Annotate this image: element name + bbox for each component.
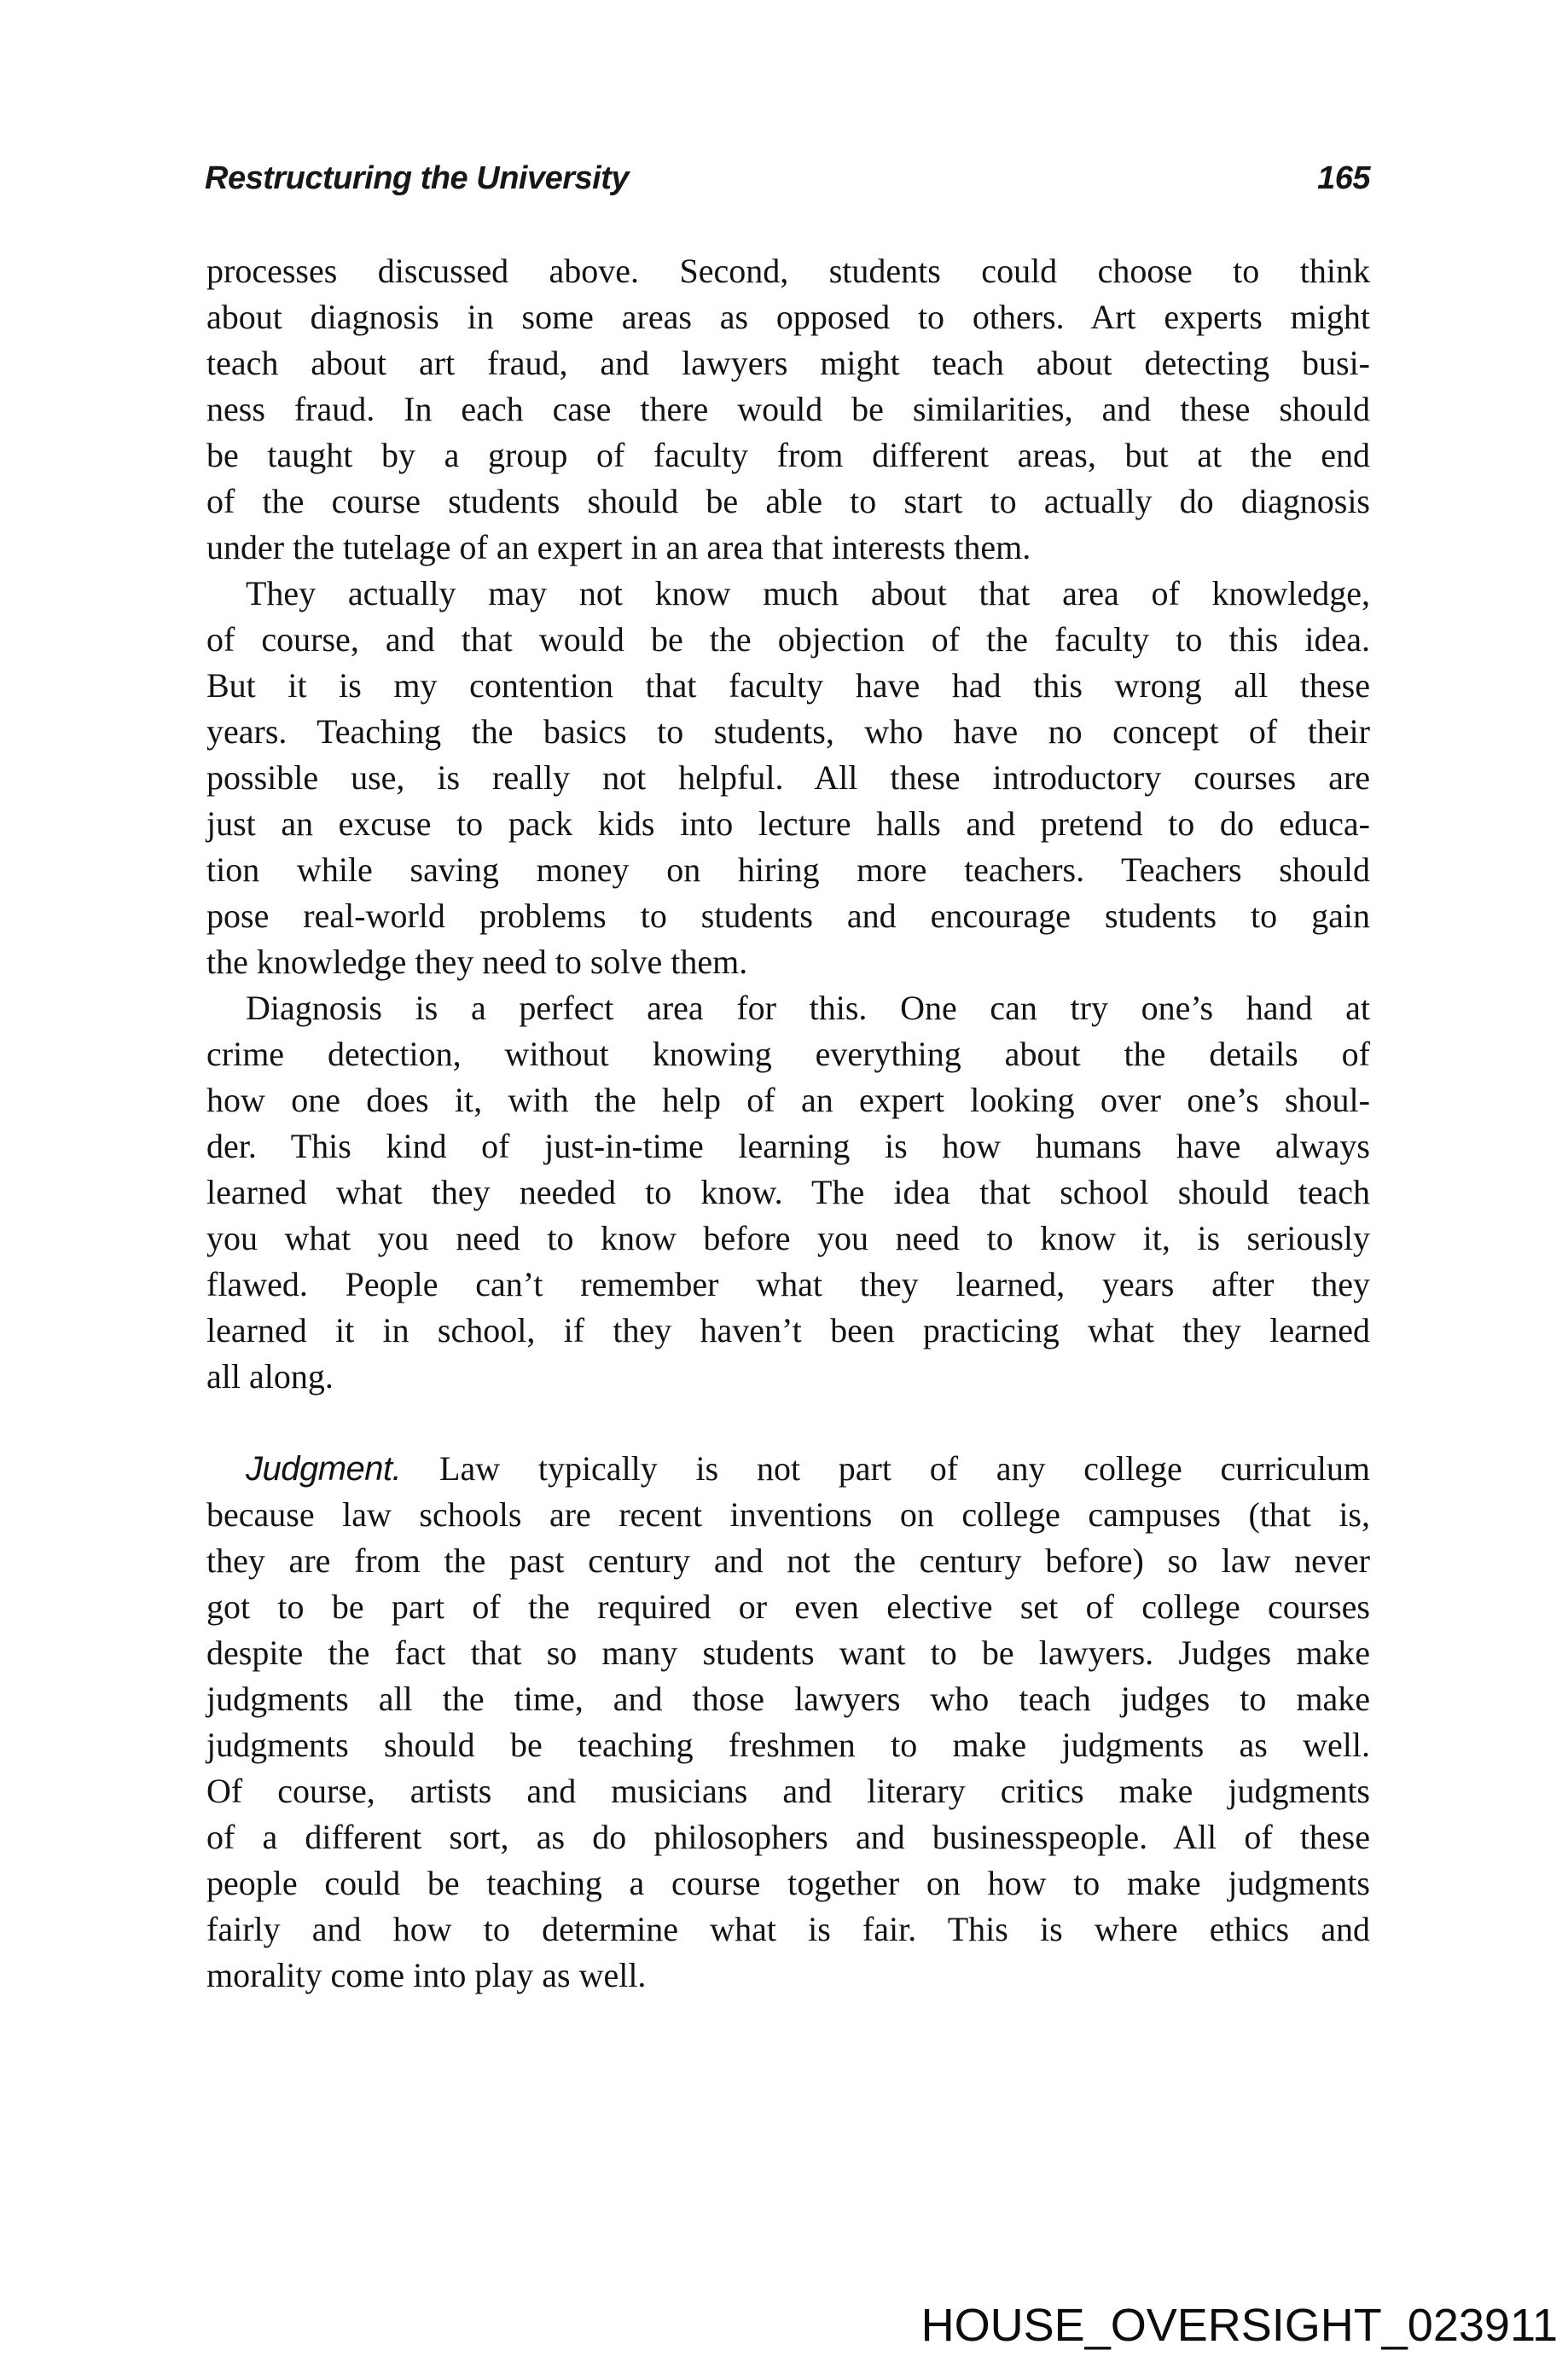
- text-line: people could be teaching a course together on how to make judgments: [206, 1864, 1370, 1902]
- text-line: Diagnosis is a perfect area for this. One can try one’s hand at: [246, 989, 1370, 1027]
- text-line: learned it in school, if they haven’t been practicing what they learned: [206, 1311, 1370, 1349]
- bates-stamp: HOUSE_OVERSIGHT_023911: [920, 2300, 1558, 2351]
- text-line: judgments all the time, and those lawyers who teach judges to make: [206, 1680, 1370, 1718]
- text-line: how one does it, with the help of an expert looking over one’s shoul-: [206, 1081, 1370, 1119]
- paragraph: [206, 248, 1370, 571]
- text-line: tion while saving money on hiring more teachers. Teachers should: [206, 850, 1370, 889]
- text-line: They actually may not know much about that area of knowledge,: [246, 574, 1370, 612]
- text-line: Of course, artists and musicians and literary critics make judgments: [206, 1772, 1370, 1810]
- text-line: about diagnosis in some areas as opposed to others. Art experts might: [206, 298, 1370, 336]
- text-line: judgments should be teaching freshmen to make judgments as well.: [206, 1726, 1370, 1764]
- text-line: got to be part of the required or even elective set of college courses: [206, 1587, 1370, 1626]
- text-line: just an excuse to pack kids into lecture halls and pretend to do educa-: [206, 804, 1370, 843]
- page-number: 165: [1317, 160, 1370, 196]
- text-line: ness fraud. In each case there would be similarities, and these should: [206, 390, 1370, 428]
- paragraph: [206, 985, 1370, 1400]
- text-line: crime detection, without knowing everything about the details of: [206, 1035, 1370, 1073]
- text-line: pose real-world problems to students and encourage students to gain: [206, 897, 1370, 935]
- text-line: der. This kind of just-in-time learning is how humans have always: [206, 1127, 1370, 1165]
- text-line: processes discussed above. Second, students could choose to think: [206, 252, 1370, 290]
- text-line: the knowledge they need to solve them.: [206, 943, 748, 981]
- text-line: of course, and that would be the objection of the faculty to this idea.: [206, 620, 1370, 659]
- text-line: they are from the past century and not the century before) so law never: [206, 1541, 1370, 1580]
- text-line: years. Teaching the basics to students, who have no concept of their: [206, 712, 1370, 751]
- body-text: [206, 248, 1370, 1999]
- running-title: Restructuring the University: [205, 160, 629, 196]
- text-line: But it is my contention that faculty have had this wrong all these: [206, 666, 1370, 705]
- paragraph: [206, 571, 1370, 985]
- text-line: teach about art fraud, and lawyers might teach about detecting busi-: [206, 344, 1370, 382]
- text-line: learned what they needed to know. The idea that school should teach: [206, 1173, 1370, 1211]
- text-line: fairly and how to determine what is fair. This is where ethics and: [206, 1910, 1370, 1948]
- text-line: of a different sort, as do philosophers and businesspeople. All of these: [206, 1818, 1370, 1856]
- text-line: all along.: [206, 1357, 334, 1396]
- page-header: [205, 160, 1370, 197]
- text-line: be taught by a group of faculty from different areas, but at the end: [206, 436, 1370, 474]
- run-in-heading: Judgment.: [246, 1450, 402, 1488]
- text-line: under the tutelage of an expert in an area that interests them.: [206, 528, 1031, 566]
- text-line: you what you need to know before you need to know it, is seriously: [206, 1219, 1370, 1257]
- text-line: Judgment. Law typically is not part of any college curriculum: [246, 1449, 1370, 1488]
- paragraph: [206, 1446, 1370, 1999]
- text-line: despite the fact that so many students want to be lawyers. Judges make: [206, 1634, 1370, 1672]
- text-line: because law schools are recent inventions on college campuses (that is,: [206, 1495, 1370, 1534]
- text-line: possible use, is really not helpful. All these introductory courses are: [206, 758, 1370, 797]
- text-line: of the course students should be able to start to actually do diagnosis: [206, 482, 1370, 520]
- text-line: flawed. People can’t remember what they learned, years after they: [206, 1265, 1370, 1303]
- text-line: morality come into play as well.: [206, 1956, 647, 1994]
